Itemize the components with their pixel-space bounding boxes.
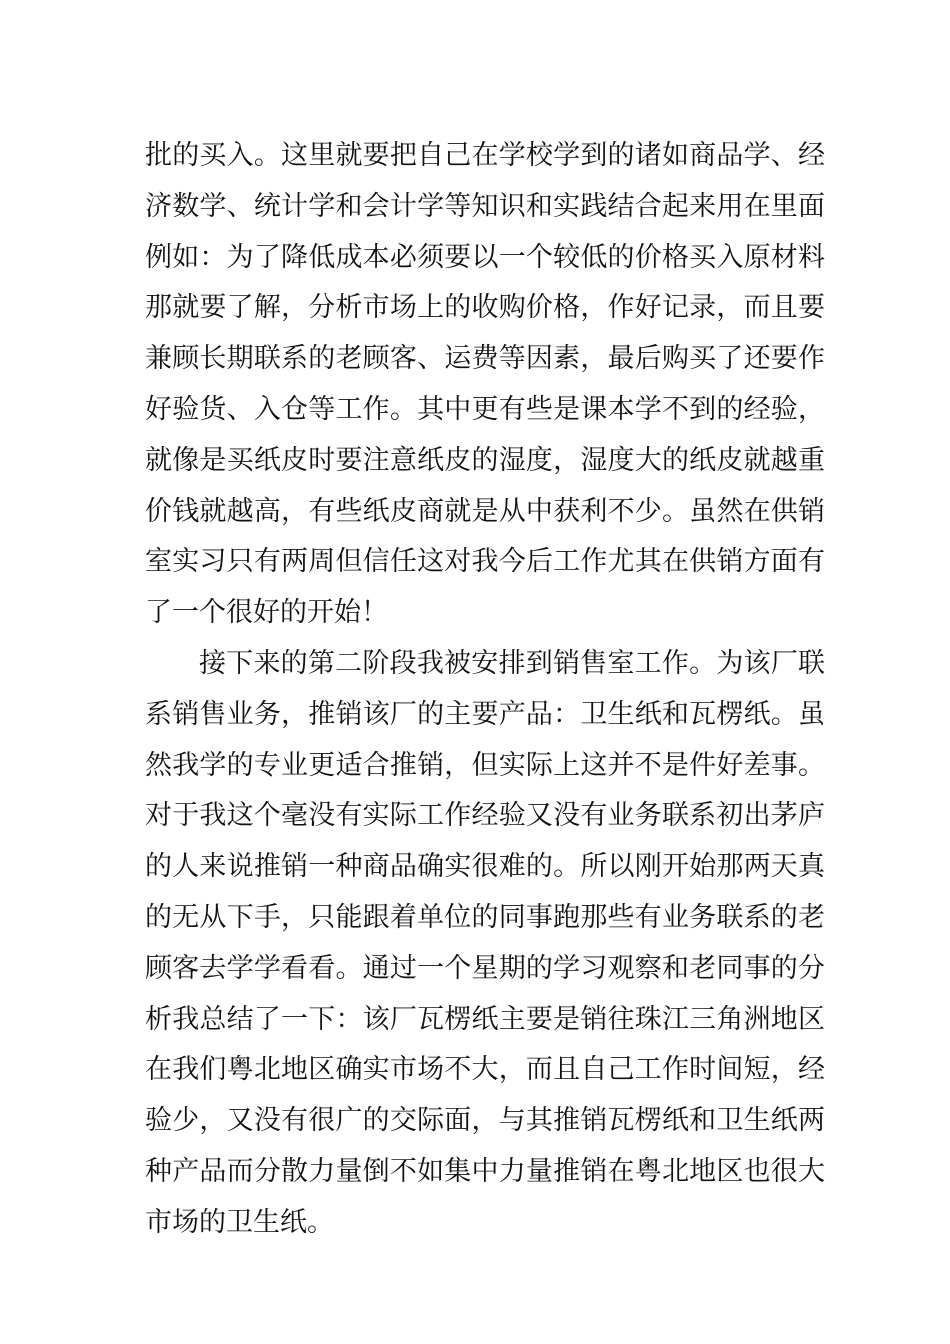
paragraph-1: [145, 131, 825, 639]
text-line: 济数学、统计学和会计学等知识和实践结合起来用在里面: [145, 190, 825, 222]
text-line: 然我学的专业更适合推销，但实际上这并不是件好差事。: [145, 749, 825, 781]
text-line: 兼顾长期联系的老顾客、运费等因素，最后购买了还要作: [145, 343, 825, 375]
text-line: 就像是买纸皮时要注意纸皮的湿度，湿度大的纸皮就越重: [145, 444, 825, 476]
text-line: 在我们粤北地区确实市场不大，而且自己工作时间短，经: [145, 1054, 825, 1086]
text-line: 市场的卫生纸。: [145, 1206, 334, 1238]
text-line: 那就要了解，分析市场上的收购价格，作好记录，而且要: [145, 292, 825, 324]
text-line: 对于我这个毫没有实际工作经验又没有业务联系初出茅庐: [145, 800, 825, 832]
text-line: 好验货、入仓等工作。其中更有些是课本学不到的经验，: [145, 393, 825, 425]
text-line: 了一个很好的开始！: [145, 597, 388, 629]
text-line: 种产品而分散力量倒不如集中力量推销在粤北地区也很大: [145, 1155, 825, 1187]
text-line: 的人来说推销一种商品确实很难的。所以刚开始那两天真: [145, 851, 825, 883]
text-line: 室实习只有两周但信任这对我今后工作尤其在供销方面有: [145, 546, 825, 578]
text-line: 批的买入。这里就要把自己在学校学到的诸如商品学、经: [145, 140, 825, 171]
text-line: 验少，又没有很广的交际面，与其推销瓦楞纸和卫生纸两: [145, 1105, 825, 1137]
text-line: 系销售业务，推销该厂的主要产品：卫生纸和瓦楞纸。虽: [145, 698, 825, 730]
text-line: 接下来的第二阶段我被安排到销售室工作。为该厂联: [199, 647, 825, 679]
text-line: 顾客去学学看看。通过一个星期的学习观察和老同事的分: [145, 952, 825, 984]
text-line: 析我总结了一下：该厂瓦楞纸主要是销往珠江三角洲地区: [145, 1003, 825, 1035]
text-line: 的无从下手，只能跟着单位的同事跑那些有业务联系的老: [145, 901, 825, 933]
body-text: [145, 131, 825, 1249]
paragraph-2: [145, 639, 825, 1249]
text-line: 例如：为了降低成本必须要以一个较低的价格买入原材料: [145, 241, 825, 273]
text-line: 价钱就越高，有些纸皮商就是从中获利不少。虽然在供销: [145, 495, 825, 527]
